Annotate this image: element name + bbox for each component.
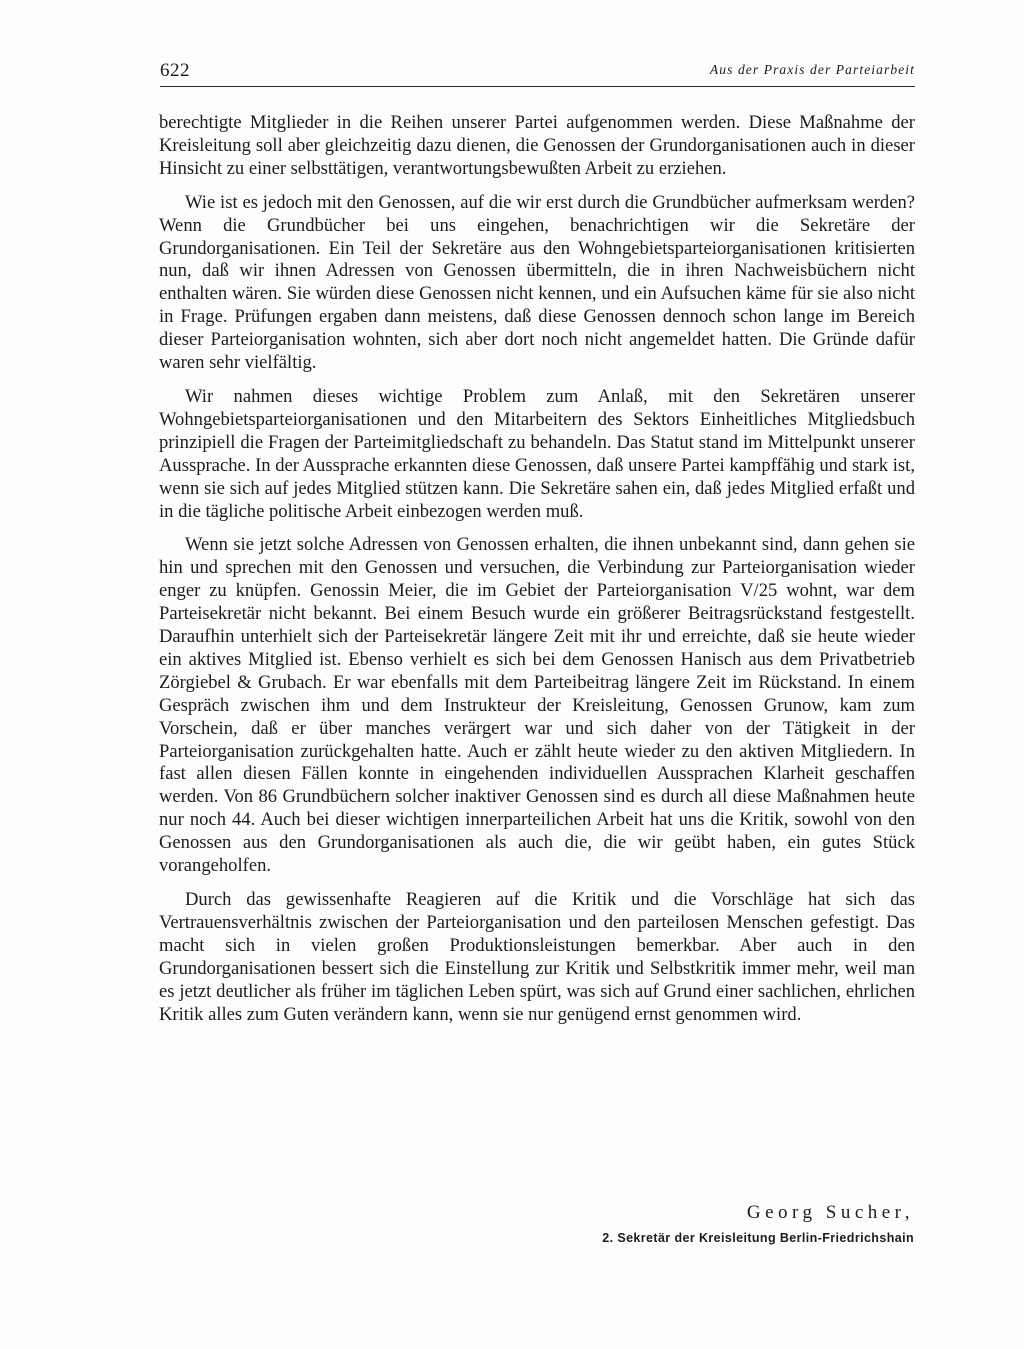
author-title: 2. Sekretär der Kreisleitung Berlin-Friedrichshain [602,1231,914,1245]
paragraph-3: Wir nahmen dieses wichtige Problem zum Anlaß, mit den Sekretären unserer Wohngebietsparteiorganisationen und den Mitarbeitern des Sektors Einheitliches Mitgliedsbuch prinzipiell die Fragen der Parteimitgliedschaft zu behandeln. Das Statut stand im Mittelpunkt unserer Aussprache. In der Aussprache erkannten diese Genossen, daß unsere Partei kampffähig und stark ist, wenn sie sich auf jedes Mitglied stützen kann. Die Sekretäre sahen ein, daß jedes Mitglied erfaßt und in die tägliche politische Arbeit einbezogen werden muß. [159,385,915,522]
author-name: Georg Sucher, [746,1202,914,1223]
paragraph-4: Wenn sie jetzt solche Adressen von Genossen erhalten, die ihnen unbekannt sind, dann gehen sie hin und sprechen mit den Genossen und versuchen, die Verbindung zur Parteiorganisation wieder enger zu knüpfen. Genossin Meier, die im Gebiet der Parteiorganisation V/25 wohnt, war dem Parteisekretär nicht bekannt. Bei einem Besuch wurde ein größerer Beitragsrückstand festgestellt. Daraufhin unterhielt sich der Parteisekretär längere Zeit mit ihr und erreichte, daß sie heute wieder ein aktives Mitglied ist. Ebenso verhielt es sich bei dem Genossen Hanisch aus dem Privatbetrieb Zörgiebel & Grubach. Er war ebenfalls mit dem Parteibeitrag längere Zeit im Rückstand. In einem Gespräch zwischen ihm und dem Instrukteur der Kreisleitung, Genossen Grunow, kam zum Vorschein, daß er über manches verärgert war und sich daher von der Tätigkeit in der Parteiorganisation zurückgehalten hatte. Auch er zählt heute wieder zu den aktiven Mitgliedern. In fast allen diesen Fällen konnte in eingehenden individuellen Aussprachen Klarheit geschaffen werden. Von 86 Grundbüchern solcher inaktiver Genossen sind es durch all diese Maßnahmen heute nur noch 44. Auch bei dieser wichtigen innerparteilichen Arbeit hat uns die Kritik, sowohl von den Genossen aus den Grundorganisationen als auch die, die wir geübt haben, ein gutes Stück vorangeholfen. [159,534,915,877]
paragraph-5: Durch das gewissenhafte Reagieren auf die Kritik und die Vorschläge hat sich das Vertrauensverhältnis zwischen der Parteiorganisation und den parteilosen Menschen gefestigt. Das macht sich in vielen großen Produktionsleistungen bemerkbar. Aber auch in den Grundorganisationen bessert sich die Einstellung zur Kritik und Selbstkritik immer mehr, weil man es jetzt deutlicher als früher im täglichen Leben spürt, was sich auf Grund einer sachlichen, ehrlichen Kritik alles zum Guten verändern kann, wenn sie nur genügend ernst genommen wird. [159,889,915,1025]
running-head: Aus der Praxis der Parteiarbeit [709,62,915,77]
paragraph-2: Wie ist es jedoch mit den Genossen, auf die wir erst durch die Grundbücher aufmerksam werden? Wenn die Grundbücher bei uns eingehen, benachrichtigen wir die Sekretäre der Grundorganisationen. Ein Teil der Sekretäre aus den Wohngebietsparteiorganisationen kritisierten nun, daß wir ihnen Adressen von Genossen übermitteln, die in ihren Nachweisbüchern nicht enthalten wären. Sie würden diese Genossen nicht kennen, und ein Aufsuchen käme für sie also nicht in Frage. Prüfungen ergaben dann meistens, daß diese Genossen dennoch schon lange im Bereich dieser Parteiorganisation wohnten, sich aber dort noch nicht angemeldet hatten. Die Gründe dafür waren sehr vielfältig. [159,191,915,374]
page-header [160,58,915,87]
page-number: 622 [160,60,190,81]
article-body [159,112,915,1037]
paragraph-1: berechtigte Mitglieder in die Reihen unserer Partei aufgenommen werden. Diese Maßnahme der Kreisleitung soll aber gleichzeitig dazu dienen, die Genossen der Grundorganisationen auch in dieser Hinsicht zu einer selbsttätigen, verantwortungsbewußten Arbeit zu erziehen. [159,112,915,179]
signature-block [602,1200,914,1248]
